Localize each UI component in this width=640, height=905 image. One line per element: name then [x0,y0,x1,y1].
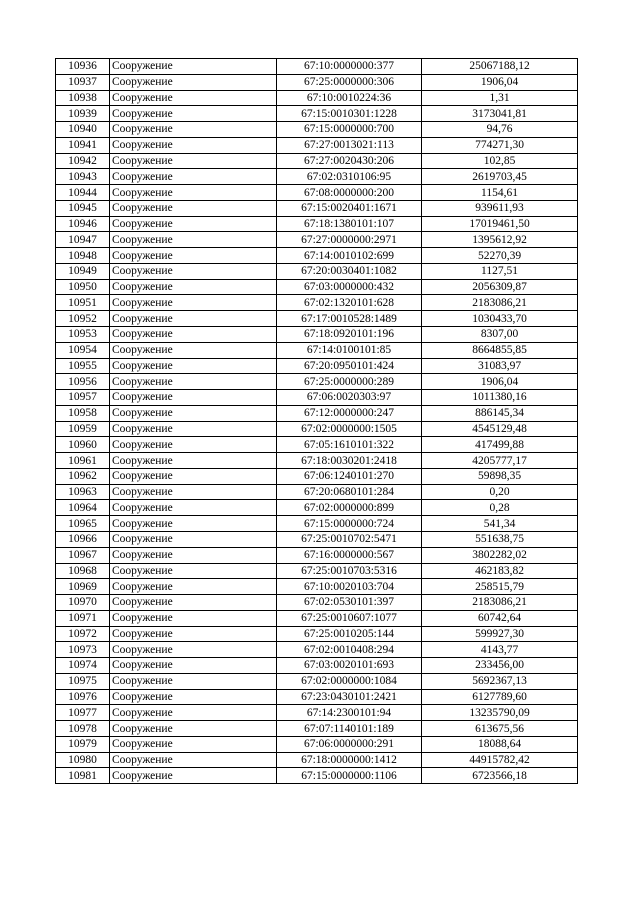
cadastral-value-cell: 5692367,13 [422,673,578,689]
table-row [56,390,578,406]
table-row [56,185,578,201]
object-type-cell: Сооружение [110,279,277,295]
object-type-cell: Сооружение [110,453,277,469]
object-type-cell: Сооружение [110,595,277,611]
object-type-cell: Сооружение [110,137,277,153]
table-row [56,595,578,611]
object-type-cell: Сооружение [110,358,277,374]
cadastral-number-cell: 67:14:0100101:85 [277,342,422,358]
table-row [56,500,578,516]
table-row [56,516,578,532]
row-number-cell: 10939 [56,106,110,122]
row-number-cell: 10950 [56,279,110,295]
table-body [56,59,578,784]
row-number-cell: 10955 [56,358,110,374]
table-row [56,626,578,642]
table-row [56,437,578,453]
cadastral-number-cell: 67:03:0020101:693 [277,658,422,674]
cadastral-number-cell: 67:15:0010301:1228 [277,106,422,122]
cadastral-number-cell: 67:08:0000000:200 [277,185,422,201]
cadastral-number-cell: 67:20:0680101:284 [277,484,422,500]
object-type-cell: Сооружение [110,673,277,689]
table-row [56,421,578,437]
cadastral-number-cell: 67:03:0000000:432 [277,279,422,295]
cadastral-value-cell: 25067188,12 [422,59,578,75]
row-number-cell: 10965 [56,516,110,532]
cadastral-number-cell: 67:12:0000000:247 [277,405,422,421]
cadastral-value-cell: 4545129,48 [422,421,578,437]
cadastral-number-cell: 67:14:2300101:94 [277,705,422,721]
table-row [56,169,578,185]
cadastral-number-cell: 67:06:0020303:97 [277,390,422,406]
cadastral-value-cell: 1906,04 [422,374,578,390]
cadastral-number-cell: 67:18:0000000:1412 [277,752,422,768]
cadastral-value-cell: 939611,93 [422,200,578,216]
cadastral-number-cell: 67:15:0000000:700 [277,122,422,138]
row-number-cell: 10957 [56,390,110,406]
cadastral-number-cell: 67:02:0010408:294 [277,642,422,658]
object-type-cell: Сооружение [110,516,277,532]
cadastral-value-cell: 4143,77 [422,642,578,658]
table-row [56,342,578,358]
object-type-cell: Сооружение [110,768,277,784]
cadastral-number-cell: 67:25:0010702:5471 [277,531,422,547]
object-type-cell: Сооружение [110,468,277,484]
object-type-cell: Сооружение [110,200,277,216]
row-number-cell: 10937 [56,74,110,90]
cadastral-value-cell: 1,31 [422,90,578,106]
property-registry-table [55,58,578,784]
object-type-cell: Сооружение [110,547,277,563]
cadastral-value-cell: 6723566,18 [422,768,578,784]
object-type-cell: Сооружение [110,216,277,232]
object-type-cell: Сооружение [110,248,277,264]
row-number-cell: 10959 [56,421,110,437]
object-type-cell: Сооружение [110,610,277,626]
table-row [56,248,578,264]
object-type-cell: Сооружение [110,736,277,752]
cadastral-number-cell: 67:27:0013021:113 [277,137,422,153]
cadastral-value-cell: 462183,82 [422,563,578,579]
table-row [56,153,578,169]
cadastral-number-cell: 67:15:0020401:1671 [277,200,422,216]
object-type-cell: Сооружение [110,169,277,185]
cadastral-value-cell: 94,76 [422,122,578,138]
row-number-cell: 10962 [56,468,110,484]
cadastral-value-cell: 8307,00 [422,327,578,343]
cadastral-value-cell: 886145,34 [422,405,578,421]
object-type-cell: Сооружение [110,752,277,768]
cadastral-number-cell: 67:14:0010102:699 [277,248,422,264]
object-type-cell: Сооружение [110,327,277,343]
table-row [56,547,578,563]
row-number-cell: 10980 [56,752,110,768]
cadastral-number-cell: 67:25:0010703:5316 [277,563,422,579]
table-row [56,579,578,595]
table-row [56,405,578,421]
row-number-cell: 10941 [56,137,110,153]
cadastral-number-cell: 67:10:0020103:704 [277,579,422,595]
cadastral-value-cell: 1011380,16 [422,390,578,406]
table-row [56,752,578,768]
object-type-cell: Сооружение [110,626,277,642]
row-number-cell: 10975 [56,673,110,689]
cadastral-value-cell: 774271,30 [422,137,578,153]
table-row [56,311,578,327]
table-row [56,689,578,705]
cadastral-number-cell: 67:15:0000000:1106 [277,768,422,784]
row-number-cell: 10945 [56,200,110,216]
cadastral-value-cell: 60742,64 [422,610,578,626]
object-type-cell: Сооружение [110,374,277,390]
cadastral-value-cell: 258515,79 [422,579,578,595]
cadastral-number-cell: 67:02:0000000:1505 [277,421,422,437]
row-number-cell: 10970 [56,595,110,611]
row-number-cell: 10947 [56,232,110,248]
cadastral-number-cell: 67:25:0000000:306 [277,74,422,90]
row-number-cell: 10960 [56,437,110,453]
cadastral-number-cell: 67:25:0000000:289 [277,374,422,390]
object-type-cell: Сооружение [110,342,277,358]
cadastral-value-cell: 541,34 [422,516,578,532]
cadastral-value-cell: 417499,88 [422,437,578,453]
table-row [56,658,578,674]
cadastral-value-cell: 102,85 [422,153,578,169]
cadastral-number-cell: 67:06:0000000:291 [277,736,422,752]
cadastral-value-cell: 0,28 [422,500,578,516]
row-number-cell: 10943 [56,169,110,185]
table-row [56,106,578,122]
cadastral-number-cell: 67:27:0020430:206 [277,153,422,169]
cadastral-value-cell: 1154,61 [422,185,578,201]
cadastral-value-cell: 1395612,92 [422,232,578,248]
cadastral-value-cell: 3802282,02 [422,547,578,563]
cadastral-value-cell: 551638,75 [422,531,578,547]
row-number-cell: 10974 [56,658,110,674]
object-type-cell: Сооружение [110,531,277,547]
object-type-cell: Сооружение [110,721,277,737]
cadastral-value-cell: 1030433,70 [422,311,578,327]
object-type-cell: Сооружение [110,405,277,421]
object-type-cell: Сооружение [110,563,277,579]
object-type-cell: Сооружение [110,311,277,327]
cadastral-value-cell: 233456,00 [422,658,578,674]
table-row [56,263,578,279]
table-row [56,468,578,484]
object-type-cell: Сооружение [110,689,277,705]
table-row [56,59,578,75]
cadastral-number-cell: 67:17:0010528:1489 [277,311,422,327]
cadastral-value-cell: 2619703,45 [422,169,578,185]
table-row [56,563,578,579]
row-number-cell: 10963 [56,484,110,500]
object-type-cell: Сооружение [110,185,277,201]
cadastral-number-cell: 67:07:1140101:189 [277,721,422,737]
row-number-cell: 10951 [56,295,110,311]
table-row [56,74,578,90]
table-row [56,453,578,469]
table-row [56,137,578,153]
cadastral-number-cell: 67:15:0000000:724 [277,516,422,532]
row-number-cell: 10958 [56,405,110,421]
row-number-cell: 10956 [56,374,110,390]
cadastral-value-cell: 8664855,85 [422,342,578,358]
object-type-cell: Сооружение [110,579,277,595]
row-number-cell: 10981 [56,768,110,784]
cadastral-value-cell: 13235790,09 [422,705,578,721]
row-number-cell: 10976 [56,689,110,705]
object-type-cell: Сооружение [110,90,277,106]
table-row [56,484,578,500]
table-row [56,673,578,689]
table-row [56,721,578,737]
cadastral-value-cell: 1127,51 [422,263,578,279]
table-row [56,768,578,784]
row-number-cell: 10979 [56,736,110,752]
row-number-cell: 10952 [56,311,110,327]
row-number-cell: 10969 [56,579,110,595]
cadastral-number-cell: 67:18:0030201:2418 [277,453,422,469]
row-number-cell: 10948 [56,248,110,264]
row-number-cell: 10940 [56,122,110,138]
cadastral-number-cell: 67:02:0000000:899 [277,500,422,516]
row-number-cell: 10972 [56,626,110,642]
row-number-cell: 10971 [56,610,110,626]
cadastral-value-cell: 599927,30 [422,626,578,642]
row-number-cell: 10964 [56,500,110,516]
table-row [56,200,578,216]
cadastral-number-cell: 67:27:0000000:2971 [277,232,422,248]
cadastral-number-cell: 67:23:0430101:2421 [277,689,422,705]
table-row [56,327,578,343]
table-row [56,279,578,295]
table-row [56,642,578,658]
cadastral-number-cell: 67:10:0000000:377 [277,59,422,75]
table-row [56,736,578,752]
table-row [56,295,578,311]
cadastral-value-cell: 18088,64 [422,736,578,752]
cadastral-value-cell: 44915782,42 [422,752,578,768]
table-row [56,232,578,248]
table-row [56,705,578,721]
object-type-cell: Сооружение [110,295,277,311]
cadastral-value-cell: 52270,39 [422,248,578,264]
row-number-cell: 10954 [56,342,110,358]
table-row [56,531,578,547]
table-row [56,358,578,374]
cadastral-number-cell: 67:10:0010224:36 [277,90,422,106]
object-type-cell: Сооружение [110,106,277,122]
cadastral-value-cell: 613675,56 [422,721,578,737]
object-type-cell: Сооружение [110,153,277,169]
row-number-cell: 10946 [56,216,110,232]
row-number-cell: 10977 [56,705,110,721]
row-number-cell: 10949 [56,263,110,279]
row-number-cell: 10938 [56,90,110,106]
object-type-cell: Сооружение [110,263,277,279]
cadastral-number-cell: 67:20:0030401:1082 [277,263,422,279]
cadastral-value-cell: 4205777,17 [422,453,578,469]
cadastral-number-cell: 67:05:1610101:322 [277,437,422,453]
cadastral-number-cell: 67:16:0000000:567 [277,547,422,563]
object-type-cell: Сооружение [110,59,277,75]
row-number-cell: 10936 [56,59,110,75]
cadastral-value-cell: 2183086,21 [422,595,578,611]
cadastral-number-cell: 67:25:0010607:1077 [277,610,422,626]
row-number-cell: 10942 [56,153,110,169]
row-number-cell: 10953 [56,327,110,343]
cadastral-value-cell: 2183086,21 [422,295,578,311]
cadastral-value-cell: 0,20 [422,484,578,500]
table-row [56,374,578,390]
object-type-cell: Сооружение [110,484,277,500]
row-number-cell: 10966 [56,531,110,547]
cadastral-number-cell: 67:18:1380101:107 [277,216,422,232]
table-row [56,122,578,138]
cadastral-number-cell: 67:02:0310106:95 [277,169,422,185]
object-type-cell: Сооружение [110,658,277,674]
object-type-cell: Сооружение [110,232,277,248]
table-row [56,610,578,626]
object-type-cell: Сооружение [110,74,277,90]
cadastral-value-cell: 59898,35 [422,468,578,484]
row-number-cell: 10978 [56,721,110,737]
cadastral-value-cell: 31083,97 [422,358,578,374]
object-type-cell: Сооружение [110,642,277,658]
cadastral-value-cell: 6127789,60 [422,689,578,705]
cadastral-value-cell: 1906,04 [422,74,578,90]
object-type-cell: Сооружение [110,421,277,437]
row-number-cell: 10961 [56,453,110,469]
object-type-cell: Сооружение [110,390,277,406]
cadastral-number-cell: 67:20:0950101:424 [277,358,422,374]
object-type-cell: Сооружение [110,705,277,721]
cadastral-value-cell: 3173041,81 [422,106,578,122]
cadastral-number-cell: 67:02:0000000:1084 [277,673,422,689]
object-type-cell: Сооружение [110,500,277,516]
row-number-cell: 10968 [56,563,110,579]
cadastral-number-cell: 67:18:0920101:196 [277,327,422,343]
table-row [56,90,578,106]
object-type-cell: Сооружение [110,437,277,453]
object-type-cell: Сооружение [110,122,277,138]
row-number-cell: 10967 [56,547,110,563]
row-number-cell: 10973 [56,642,110,658]
row-number-cell: 10944 [56,185,110,201]
cadastral-value-cell: 17019461,50 [422,216,578,232]
cadastral-number-cell: 67:02:1320101:628 [277,295,422,311]
cadastral-number-cell: 67:06:1240101:270 [277,468,422,484]
cadastral-value-cell: 2056309,87 [422,279,578,295]
table-row [56,216,578,232]
cadastral-number-cell: 67:25:0010205:144 [277,626,422,642]
cadastral-number-cell: 67:02:0530101:397 [277,595,422,611]
